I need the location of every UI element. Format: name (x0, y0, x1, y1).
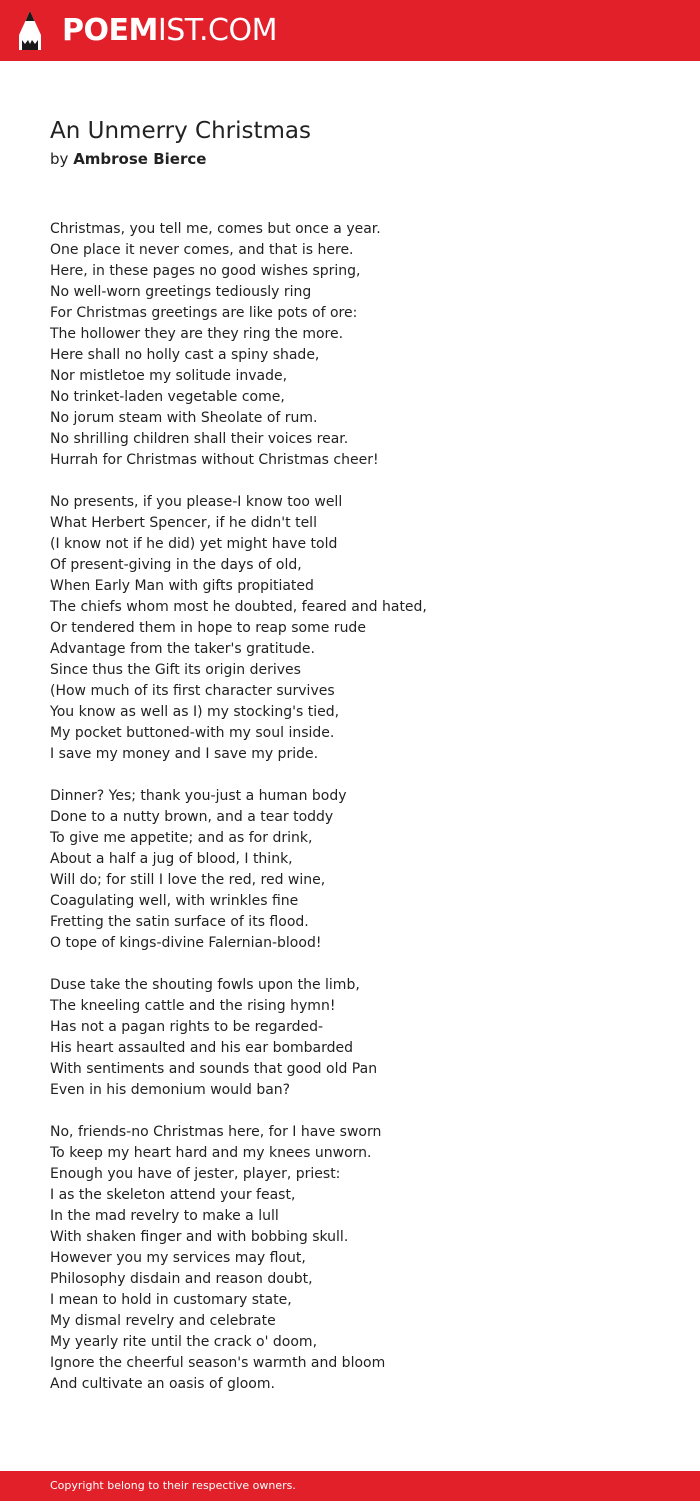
poem-line: Even in his demonium would ban? (50, 1082, 291, 1098)
poem-line: (I know not if he did) yet might have told (50, 536, 338, 552)
poem-line: No, friends-no Christmas here, for I have sworn (50, 1124, 382, 1140)
poem-line: No well-worn greetings tediously ring (50, 284, 312, 300)
poem-line: The kneeling cattle and the rising hymn! (50, 998, 336, 1014)
poem-line: I save my money and I save my pride. (50, 746, 319, 762)
poem-stanza (50, 219, 670, 471)
poem-line: The hollower they are they ring the more. (50, 326, 344, 342)
poem-line: To give me appetite; and as for drink, (50, 830, 313, 846)
poem-line: No jorum steam with Sheolate of rum. (50, 410, 318, 426)
site-footer (0, 1471, 700, 1501)
poem-line: In the mad revelry to make a lull (50, 1208, 279, 1224)
poem-line: When Early Man with gifts propitiated (50, 578, 314, 594)
poem-line: Of present-giving in the days of old, (50, 557, 302, 573)
poem-line: And cultivate an oasis of gloom. (50, 1376, 275, 1392)
poem-line: The chiefs whom most he doubted, feared and hated, (50, 599, 427, 615)
site-logo[interactable] (62, 12, 277, 50)
poem-title: An Unmerry Christmas (50, 118, 311, 144)
poem-line: What Herbert Spencer, if he didn't tell (50, 515, 317, 531)
poem-line: Nor mistletoe my solitude invade, (50, 368, 288, 384)
poem-line: Christmas, you tell me, comes but once a year. (50, 221, 381, 237)
poem-line: Ignore the cheerful season's warmth and bloom (50, 1355, 386, 1371)
byline-prefix: by (50, 150, 69, 168)
poem-body (50, 219, 670, 1416)
poem-line: Or tendered them in hope to reap some rude (50, 620, 366, 636)
poem-line: Has not a pagan rights to be regarded- (50, 1019, 324, 1035)
poem-line: I mean to hold in customary state, (50, 1292, 292, 1308)
logo-light-text: IST.COM (157, 13, 277, 48)
poem-line: No trinket-laden vegetable come, (50, 389, 285, 405)
poem-line: Done to a nutty brown, and a tear toddy (50, 809, 334, 825)
poem-byline (50, 148, 206, 170)
poem-line: With shaken finger and with bobbing skull. (50, 1229, 349, 1245)
poem-line: Here shall no holly cast a spiny shade, (50, 347, 320, 363)
poem-line: Coagulating well, with wrinkles fine (50, 893, 299, 909)
copyright-notice: Copyright belong to their respective owners. (50, 1479, 296, 1492)
poem-line: Hurrah for Christmas without Christmas cheer! (50, 452, 379, 468)
poem-line: Advantage from the taker's gratitude. (50, 641, 315, 657)
poem-line: Here, in these pages no good wishes spring, (50, 263, 361, 279)
poem-line: His heart assaulted and his ear bombarded (50, 1040, 354, 1056)
pencil-icon[interactable] (17, 9, 43, 53)
poem-line: Duse take the shouting fowls upon the limb, (50, 977, 360, 993)
poem-line: Dinner? Yes; thank you-just a human body (50, 788, 347, 804)
poem-line: My yearly rite until the crack o' doom, (50, 1334, 318, 1350)
poem-line: Fretting the satin surface of its flood. (50, 914, 309, 930)
poem-line: You know as well as I) my stocking's tied, (50, 704, 340, 720)
logo-bold-text: POEM (62, 13, 158, 48)
poem-line: Enough you have of jester, player, priest: (50, 1166, 341, 1182)
poem-line: Since thus the Gift its origin derives (50, 662, 301, 678)
site-header (0, 0, 700, 61)
poem-line: To keep my heart hard and my knees unworn. (50, 1145, 372, 1161)
poem-line: I as the skeleton attend your feast, (50, 1187, 296, 1203)
poem-line: One place it never comes, and that is here. (50, 242, 354, 258)
poem-line: No presents, if you please-I know too well (50, 494, 343, 510)
poem-line: Will do; for still I love the red, red wine, (50, 872, 326, 888)
poem-line: However you my services may flout, (50, 1250, 306, 1266)
poem-line: Philosophy disdain and reason doubt, (50, 1271, 313, 1287)
poem-stanza (50, 492, 670, 765)
poem-line: My pocket buttoned-with my soul inside. (50, 725, 335, 741)
poem-author: Ambrose Bierce (73, 150, 207, 168)
poem-line: O tope of kings-divine Falernian-blood! (50, 935, 322, 951)
poem-line: For Christmas greetings are like pots of ore: (50, 305, 358, 321)
poem-stanza (50, 975, 670, 1101)
poem-line: My dismal revelry and celebrate (50, 1313, 276, 1329)
poem-stanza (50, 1122, 670, 1395)
poem-line: About a half a jug of blood, I think, (50, 851, 293, 867)
poem-line: No shrilling children shall their voices rear. (50, 431, 349, 447)
poem-line: With sentiments and sounds that good old Pan (50, 1061, 378, 1077)
poem-line: (How much of its first character survives (50, 683, 335, 699)
poem-stanza (50, 786, 670, 954)
